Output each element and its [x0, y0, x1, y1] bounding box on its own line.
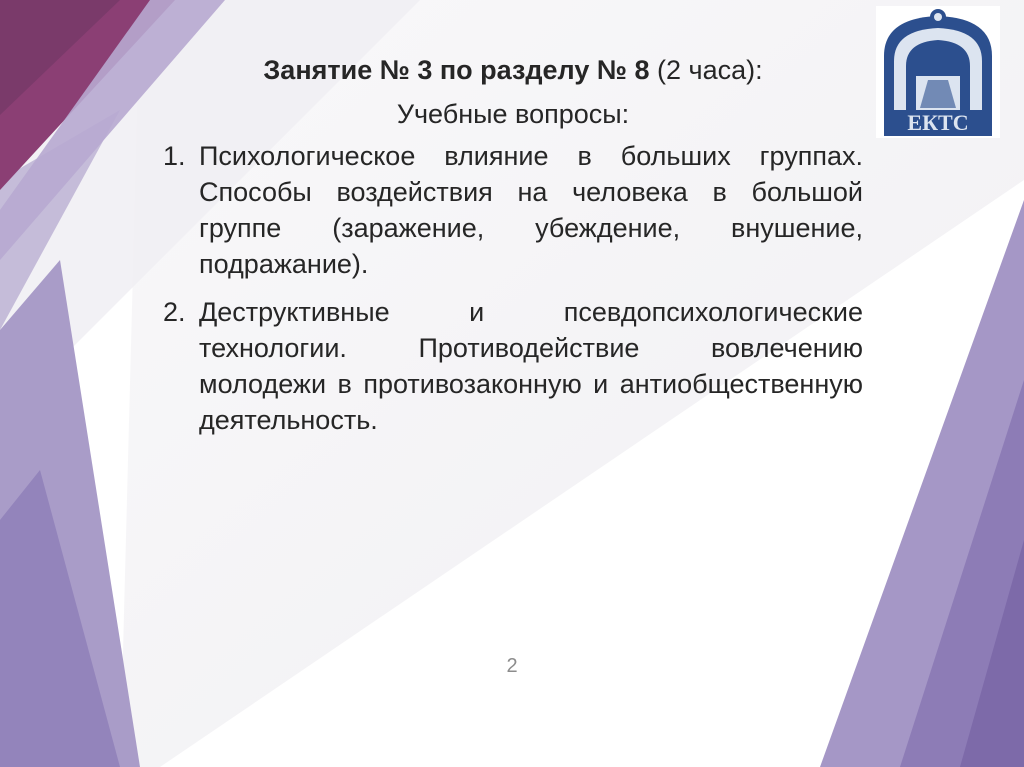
list-item-text: Деструктивные и псевдопсихологические технологии. Противодействие вовлечению молодежи в противозаконную и антиобщественную деятельность.: [199, 297, 863, 435]
page-number: 2: [506, 655, 518, 677]
list-item-text: Психологическое влияние в больших группах. Способы воздействия на человека в большой группе (заражение, убеждение, внушение, подражание).: [199, 141, 863, 279]
list-item-number: 1.: [163, 141, 186, 171]
slide-content: [163, 52, 863, 450]
title-bold: Занятие № 3 по разделу № 8: [263, 55, 650, 85]
title-rest: (2 часа):: [649, 55, 763, 85]
slide-subtitle: Учебные вопросы:: [396, 99, 630, 129]
list-item-number: 2.: [163, 297, 186, 327]
college-emblem-icon: [876, 6, 1000, 138]
list-item: [163, 294, 863, 438]
logo: [876, 6, 1000, 138]
logo-text: ЕКТС: [907, 110, 969, 135]
slide-title: [163, 52, 863, 88]
list-item: [163, 138, 863, 282]
